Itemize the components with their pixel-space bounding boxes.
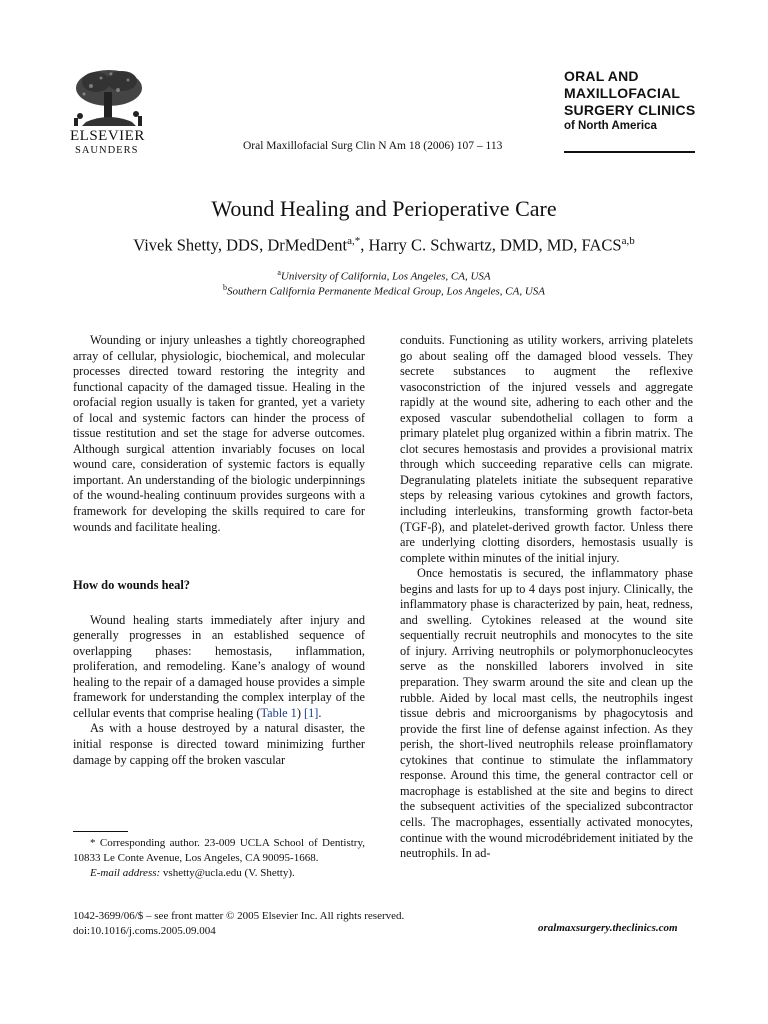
affiliation-text: Southern California Permanente Medical Group, Los Angeles, CA, USA — [226, 285, 546, 298]
brand-rule — [564, 151, 695, 153]
table-reference-link[interactable]: Table 1 — [260, 705, 297, 720]
right-column — [400, 333, 693, 862]
paragraph-text: ) — [296, 705, 304, 720]
footnote-rule — [73, 831, 128, 832]
paper-title: Wound Healing and Perioperative Care — [211, 196, 557, 221]
body-paragraph: Once hemostatis is secured, the inflammatory phase begins and lasts for up to 4 days post injury. Clinically, the inflammatory phase is characterized by pain, heat, redness, and swelling. Cytokines released at the wound site sequentially recruit neutrophils and monocytes to the site of injury. Arriving neutrophils or polymorphonucleocytes serve as the nonskilled laborers involved in site preparation. They swarm around the site and clean up the rubble. Aided by local mast cells, the neutrophils ingest tissue debris and microorganisms by phagocytosis and provide the first line of defense against infection. As they perish, the short-lived neutrophils release proinflamatory cytokines that continue to stimulate the inflammatory response. Around this time, the general contractor cell or macrophage is established at the site and begins to direct the subsequent activities of the specialized subcontractor cells. The macrophages, essentially activated monocytes, continue with the wound microdébridement initiated by the neutrophils. In ad- — [400, 566, 693, 861]
journal-citation: Oral Maxillofacial Surg Clin N Am 18 (2006) 107 – 113 — [243, 140, 503, 152]
paragraph-text: Wound healing starts immediately after injury and generally progresses in an established sequence of overlapping phases: hemostasis, inflammation, proliferation, and remodeling. Kane’s analogy of wound healing to the repair of a damaged house provides a simple framework for understanding the complex interplay of the cellular events that comprise healing ( — [73, 612, 365, 720]
citation-link[interactable]: [1] — [304, 705, 319, 720]
authors-line — [0, 235, 768, 256]
author-1-marks: a,* — [347, 235, 361, 247]
body-paragraph — [73, 613, 365, 722]
left-column — [73, 333, 365, 768]
brand-subtitle: of North America — [564, 120, 657, 132]
affiliation-mark: a — [277, 268, 281, 277]
body-paragraph: As with a house destroyed by a natural disaster, the initial response is directed toward minimizing further damage by capping off the broken vascular — [73, 721, 365, 767]
paragraph-text: . — [318, 705, 322, 720]
journal-brand — [564, 68, 704, 133]
author-2: Harry C. Schwartz, DMD, MD, FACS — [368, 235, 622, 255]
affiliation-a — [0, 268, 768, 283]
issn-line: 1042-3699/06/$ – see front matter © 2005 Elsevier Inc. All rights reserved. — [73, 910, 405, 922]
footnote-email — [73, 866, 365, 881]
email-value: vshetty@ucla.edu (V. Shetty). — [160, 867, 295, 879]
section-heading: How do wounds heal? — [73, 578, 191, 593]
brand-line-1: ORAL AND — [564, 68, 639, 84]
affiliation-mark: b — [222, 283, 227, 292]
brand-line-2: MAXILLOFACIAL — [564, 85, 681, 101]
doi-line[interactable]: doi:10.1016/j.coms.2005.09.004 — [73, 924, 216, 937]
affiliation-b — [0, 283, 768, 298]
copyright-block — [73, 909, 404, 938]
author-2-marks: a,b — [621, 235, 635, 247]
body-paragraph: conduits. Functioning as utility workers, arriving platelets go about sealing off the damaged blood vessels. They secrete substances to augment the reflexive vasoconstriction of the injured vessels and aggregate rapidly at the wound site, adhering to each other and the exposed vascular subendothelial collagen to form a primary platelet plug organized within a fibrin matrix. The clot secures hemostasis and provides a provisional matrix through which succeeding reparative cells can migrate. Degranulating platelets initiate the subsequent reparative steps by releasing various cytokines and growth factors, including interleukins, transforming growth factor-beta (TGF-β), and platelet-derived growth factor. Unless there are underlying clotting disorders, hemostasis usually is complete within minutes of the initial injury. — [400, 333, 693, 565]
imprint-name: SAUNDERS — [75, 145, 139, 156]
journal-website[interactable]: oralmaxsurgery.theclinics.com — [538, 922, 678, 934]
intro-paragraph: Wounding or injury unleashes a tightly choreographed array of cellular, physiologic, biochemical, and molecular processes directed toward restoring the integrity and functional capacity of the damaged tissue. Healing in the orofacial region usually is taken for granted, yet a variety of local and systemic factors can hinder the process of tissue restitution and set the stage for adverse outcomes. Although surgical attention invariably focuses on local wound care, consideration of systemic factors is equally important. An understanding of the biologic underpinnings of the wound-healing continuum provides surgeons with a framework for developing the skills required to care for wounds and facilitate healing. — [73, 333, 365, 534]
author-separator: , — [360, 235, 369, 255]
publisher-name: ELSEVIER — [70, 128, 145, 144]
email-label: E-mail address: — [90, 867, 161, 879]
author-1: Vivek Shetty, DDS, DrMedDent — [133, 235, 348, 255]
footnote — [73, 836, 365, 881]
brand-line-3: SURGERY CLINICS — [564, 102, 696, 118]
affiliation-text: University of California, Los Angeles, CA, USA — [280, 270, 491, 283]
footnote-text: * Corresponding author. 23-009 UCLA School of Dentistry, 10833 Le Conte Avenue, Los Angeles, CA 90095-1668. — [73, 837, 365, 864]
